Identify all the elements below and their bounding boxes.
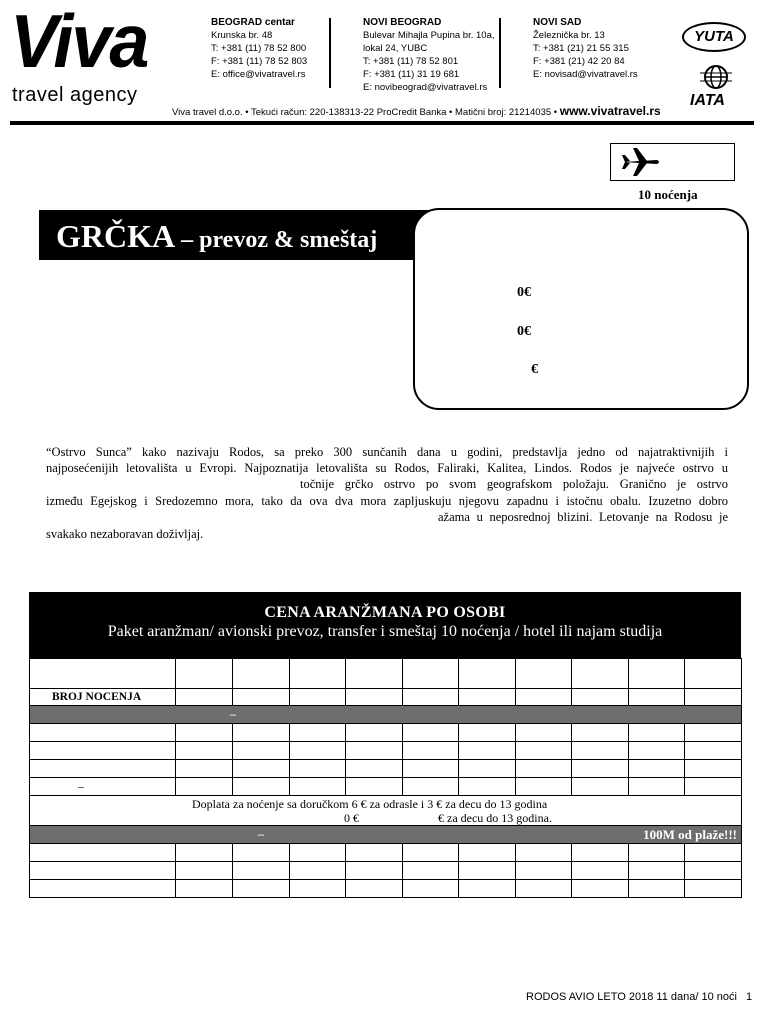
table-row [30, 659, 742, 689]
office-line: E: novisad@vivatravel.rs [533, 69, 638, 80]
office-title: NOVI BEOGRAD [363, 17, 442, 28]
office-line: T: +381 (21) 21 55 315 [533, 43, 629, 54]
table-row [30, 689, 742, 706]
office-line: T: +381 (11) 78 52 801 [363, 56, 459, 67]
office-line: F: +381 (21) 42 20 84 [533, 56, 625, 67]
description-line: između Egejskog i Sredozemno mora, tako da ova dva mora zapljuskuju njegovu zapadnu i istočnu obalu. Izuzetno dobro [46, 494, 728, 508]
page-footer [526, 991, 752, 1003]
description-line: “Ostrvo Sunca” kako nazivaju Rodos, sa preko 300 sunčanih dana u godini, predstavlja jedno od najatraktivnijih i [46, 445, 728, 459]
price-table-title: CENA ARANŽMANA PO OSOBI [264, 604, 506, 621]
description-line: ažama u neposrednoj blizini. Letovanje na Rodosu je [438, 510, 728, 524]
nights-header-cell: BROJ NOCENJA [30, 689, 176, 706]
office-line: F: +381 (11) 31 19 681 [363, 69, 460, 80]
description-line: najposećenijih letovališta u Evropi. Najpoznatija letovališta su Rodos, Faliraki, Kalitea, Lindos. Rodos je najveće ostrvo u [46, 461, 728, 475]
flight-box [610, 143, 735, 181]
office-line: Železnička br. 13 [533, 30, 605, 41]
price-table-subtitle: Paket aranžman/ avionski prevoz, transfer i smeštaj 10 noćenja / hotel ili najam studija [107, 623, 663, 640]
office-line: lokal 24, YUBC [363, 43, 428, 54]
title-rest: – prevoz & smeštaj [175, 227, 378, 253]
price-value: € [531, 362, 538, 377]
website-link[interactable]: www.vivatravel.rs [559, 104, 661, 118]
office-line: T: +381 (11) 78 52 800 [211, 43, 307, 54]
price-table [29, 658, 742, 898]
table-row [30, 862, 742, 880]
office-line: Krunska br. 48 [211, 30, 273, 41]
office-title: NOVI SAD [533, 17, 582, 28]
office-novi-sad [533, 16, 638, 81]
page-title [56, 218, 377, 255]
office-novi-beograd [363, 16, 495, 94]
beach-distance: 100M od plaže!!! [643, 827, 737, 842]
section-row [30, 826, 742, 844]
header-rule [10, 121, 754, 125]
logo-viva: Viva [10, 0, 148, 85]
company-info [172, 104, 661, 118]
office-line: F: +381 (11) 78 52 803 [211, 56, 308, 67]
table-row [30, 760, 742, 778]
note-line [30, 811, 741, 825]
dash-cell: – [30, 778, 176, 796]
logo-subtitle: travel agency [12, 84, 138, 106]
price-box [413, 208, 749, 410]
table-row [30, 742, 742, 760]
table-row [30, 880, 742, 898]
section-label: – [258, 827, 264, 841]
office-title: BEOGRAD centar [211, 17, 295, 28]
nights-label: 10 noćenja [638, 187, 698, 202]
yuta-logo: YUTA [682, 22, 746, 52]
airplane-icon [621, 145, 661, 179]
divider [499, 18, 501, 88]
divider [329, 18, 331, 88]
price-value: 0€ [517, 324, 531, 339]
footer-label: RODOS AVIO LETO 2018 11 dana/ 10 noći [526, 991, 737, 1003]
note-line: Doplata za noćenje sa doručkom 6 € za odrasle i 3 € za decu do 13 godina [192, 796, 548, 811]
description-line: svakako nezaboravan doživljaj. [46, 527, 204, 541]
price-value: 0€ [517, 285, 531, 300]
company-details: Viva travel d.o.o. • Tekući račun: 220-138313-22 ProCredit Banka • Matični broj: 21214035 • [172, 107, 558, 118]
section-label: – [30, 706, 742, 724]
office-beograd [211, 16, 307, 81]
table-row [30, 724, 742, 742]
table-row [30, 844, 742, 862]
description-line: točnije grčko ostrvo po svom geografskom položaju. Granično je ostrvo [300, 477, 728, 491]
office-line: E: office@vivatravel.rs [211, 69, 306, 80]
title-country: GRČKA [56, 218, 176, 254]
notes-row [30, 796, 742, 826]
section-row [30, 706, 742, 724]
office-line: E: novibeograd@vivatravel.rs [363, 82, 488, 93]
page-number: 1 [746, 991, 753, 1003]
globe-icon [700, 62, 732, 92]
office-line: Bulevar Mihajla Pupina br. 10a, [363, 30, 495, 41]
table-row [30, 778, 742, 796]
price-table-header [29, 592, 741, 658]
note-value: 0 € [344, 810, 359, 825]
iata-logo: IATA [690, 92, 725, 109]
note-text: € za decu do 13 godina. [438, 810, 552, 825]
